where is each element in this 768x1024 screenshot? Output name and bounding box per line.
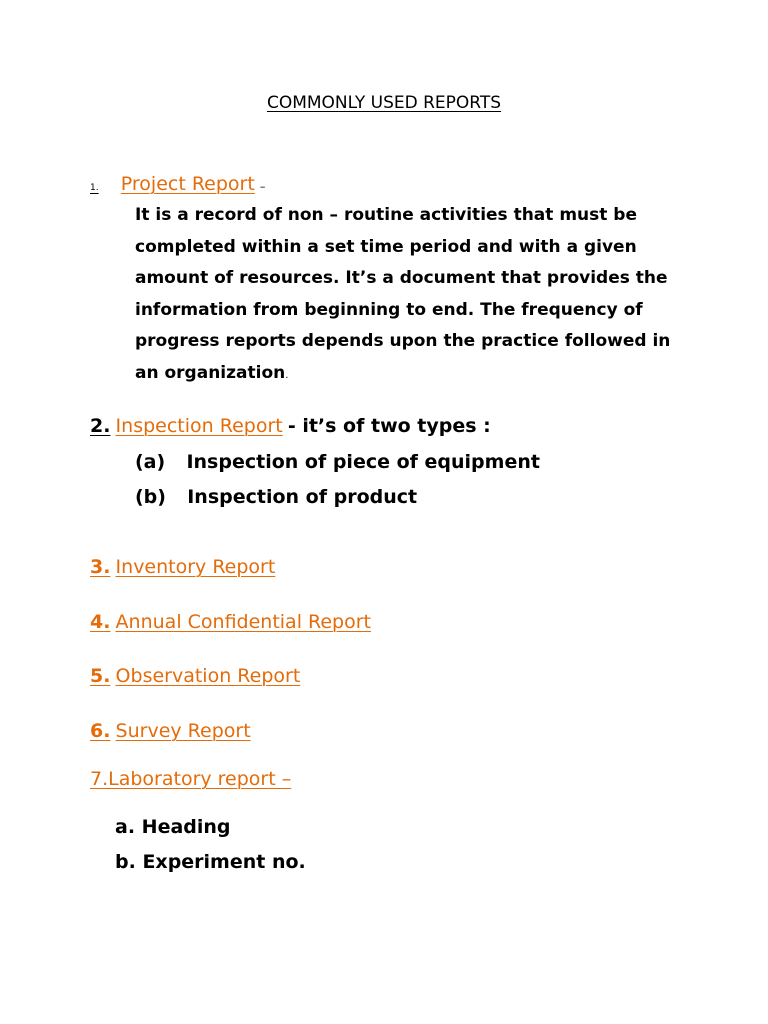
section-2-heading: Inspection Report (115, 415, 283, 437)
section-7-item-a-marker: a. (115, 816, 136, 838)
section-1-end-dot: . (285, 370, 289, 381)
section-5-heading: Observation Report (115, 665, 301, 687)
section-5-number: 5. (90, 665, 111, 687)
section-1-number: 1. (90, 183, 99, 193)
section-1-line-3: amount of resources. It’s a document that provides the (135, 268, 668, 288)
section-5-heading-row (90, 665, 300, 687)
section-7-item-b (115, 851, 306, 873)
section-7-item-a-text: Heading (141, 816, 231, 838)
section-1-line-6-text: an organization (135, 363, 286, 383)
section-2-suffix: - it’s of two types : (287, 415, 491, 437)
section-2-item-b-marker: (b) (135, 486, 166, 508)
section-2-item-a (135, 451, 540, 473)
section-4-heading: Annual Confidential Report (115, 611, 371, 633)
section-7-item-b-text: Experiment no. (142, 851, 306, 873)
section-2-heading-row (90, 415, 491, 437)
section-1-dash: – (259, 180, 266, 193)
section-2-item-b-text: Inspection of product (187, 486, 418, 508)
section-4-number: 4. (90, 611, 111, 633)
section-2-number: 2. (90, 415, 111, 437)
section-4-heading-row (90, 611, 371, 633)
section-6-number: 6. (90, 720, 111, 742)
section-1-line-1: It is a record of non – routine activities that must be (135, 205, 638, 225)
section-6-heading: Survey Report (115, 720, 251, 742)
section-1-line-6 (135, 365, 288, 382)
section-1-heading-row (90, 173, 265, 195)
section-1-heading: Project Report (120, 173, 255, 195)
section-3-heading-row (90, 556, 275, 578)
section-2-item-a-text: Inspection of piece of equipment (186, 451, 540, 473)
section-6-heading-row (90, 720, 251, 742)
section-1-line-5: progress reports depends upon the practice followed in (135, 331, 671, 351)
section-7-heading: 7.Laboratory report – (90, 768, 292, 790)
section-3-number: 3. (90, 556, 111, 578)
section-2-item-a-marker: (a) (135, 451, 166, 473)
section-7-item-b-marker: b. (115, 851, 136, 873)
section-1-line-2: completed within a set time period and with a given (135, 237, 637, 257)
section-2-item-b (135, 486, 417, 508)
document-title: COMMONLY USED REPORTS (266, 93, 502, 113)
section-3-heading: Inventory Report (115, 556, 276, 578)
section-7-item-a (115, 816, 231, 838)
section-1-line-4: information from beginning to end. The frequency of (135, 300, 643, 320)
